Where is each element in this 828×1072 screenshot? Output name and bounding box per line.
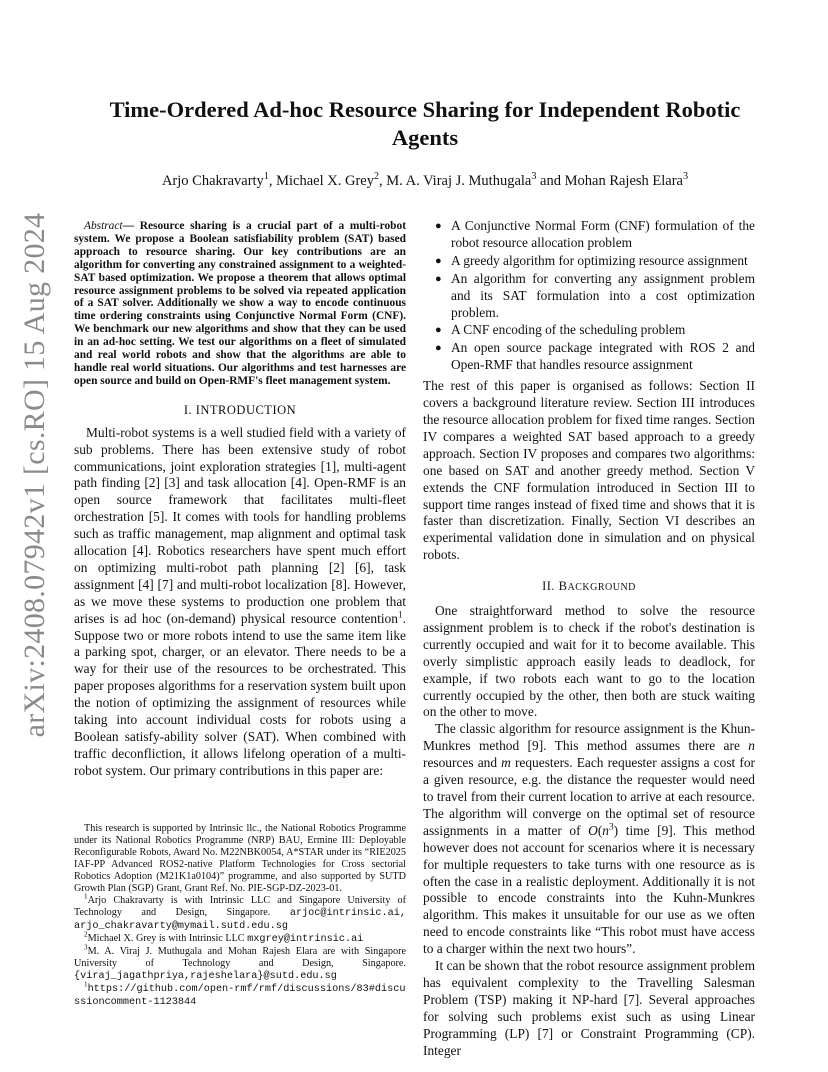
outline-paragraph: The rest of this paper is organised as follows: Section II covers a background literature review. Section III introduces the resource allocation problem for fixed time ranges. Section IV compares a weighted SAT based approach to a greedy approach. Section IV proposes and compares two algorithms: one based on SAT and another greedy method. Section V extends the CNF formulation introduced in Section III to support time ranges instead of fixed time and shows that it is faster than discretization. Finally, Section VI describes an experimental validation done in simulation and on physical robots. bbox=[423, 378, 755, 563]
author-3: M. A. Viraj J. Muthugala bbox=[386, 173, 532, 189]
author-4-affiliation: 3 bbox=[683, 171, 689, 183]
footnote-url: $^1$https://github.com/open-rmf/rmf/discussions/83#discussioncomment-1123844 bbox=[74, 980, 406, 1008]
left-column bbox=[74, 220, 406, 780]
background-paragraph-2: The classic algorithm for resource assignment is the Khun-Munkres method [9]. This method assumes there are n resources and m requesters. Each requester assigns a cost for a given resource, e.g. the distance the requester would need to travel from their current location to arrive at each resource. The algorithm will converge on the optimal set of resource assignments in a matter of $O(n^3)$ time [9]. This method however does not account for scenarios where it is necessary for multiple requesters to take turns with one resource as is often the case in a realistic deployment. Additionally it is not possible to encode constraints into the Kuhn-Munkres algorithm. This makes it unsuitable for our use as we often need to encode constraints like “This robot must have access to a charger within the next two hours”. bbox=[423, 721, 755, 957]
author-1: Arjo Chakravarty bbox=[161, 173, 264, 189]
contributions-list bbox=[423, 218, 755, 374]
paper-title: Time-Ordered Ad-hoc Resource Sharing for Independent Robotic Agents bbox=[109, 97, 741, 150]
footnote-3-email: {viraj_jagathpriya,rajeshelara}@sutd.edu.sg bbox=[74, 971, 337, 982]
section-heading-introduction: I. INTRODUCTION bbox=[183, 402, 297, 417]
bullet-icon: ● bbox=[435, 342, 442, 355]
section-heading-background: II. BACKGROUND bbox=[542, 579, 636, 594]
list-item: ● An open source package integrated with ROS 2 and Open-RMF that handles resource assignment bbox=[435, 340, 755, 373]
bullet-icon: ● bbox=[435, 272, 442, 285]
funding-note: This research is supported by Intrinsic llc., the National Robotics Programme under its National Robotics Programme (NRP) BAU, Ermine III: Deployable Reconfigurable Robots, Award No. M22NBK0054, A*STAR under its “RIE2025 IAF-PP Advanced ROS2-native Platform Technologies for Cross sectorial Robotics Adoption (M21K1a0104)” programme, and also supported by SUTD Growth Plan (SGP) Grant, Grant Ref. No. PIE-SGP-DZ-2023-01. bbox=[74, 823, 406, 894]
author-4: Mohan Rajesh Elara bbox=[564, 173, 683, 189]
footnote-2-email: mxgrey@intrinsic.ai bbox=[247, 934, 364, 945]
list-item: ● An algorithm for converting any assignment problem and its SAT formulation into a cost optimization problem. bbox=[435, 270, 755, 320]
arxiv-id: arXiv:2408.07942v1 [cs.RO] 15 Aug 2024 bbox=[18, 212, 51, 738]
right-column bbox=[423, 218, 755, 1060]
abstract: Abstract— Resource sharing is a crucial part of a multi-robot system. We propose a Boolean satisfiability problem (SAT) based approach to resource sharing. Our key contributions are an algorithm for converting any constrained assignment to a weighted-SAT based optimization. We propose a theorem that allows optimal resource assignment problems to be solved via repeated application of a SAT solver. Additionally we show a way to encode continuous time ordering constraints using Conjunctive Normal Form (CNF). We benchmark our new algorithms and show that they can be used in an ad-hoc setting. We test our algorithms on a fleet of simulated and real world robots and show that the algorithms are able to handle real world situations. Our algorithms and test harnesses are open source and build on Open-RMF's fleet management system. bbox=[74, 220, 406, 387]
author-1-affiliation: 1 bbox=[263, 171, 269, 183]
bullet-icon: ● bbox=[435, 254, 442, 267]
abstract-text: Resource sharing is a crucial part of a multi-robot system. We propose a Boolean satisfiability problem (SAT) based approach to resource sharing. Our key contributions are an algorithm for converting any constrained assignment to a weighted-SAT based optimization. We propose a theorem that allows optimal resource assignment problems to be solved via repeated application of a SAT solver. Additionally we show a way to encode continuous time ordering constraints using Conjunctive Normal Form (CNF). We benchmark our new algorithms and show that they can be used in an ad-hoc setting. We test our algorithms on a fleet of simulated and real world robots and show that the algorithms are able to handle real world situations. Our algorithms and test harnesses are open source and build on Open-RMF's fleet management system. bbox=[74, 220, 406, 387]
author-2-affiliation: 2 bbox=[373, 171, 380, 183]
abstract-label: Abstract bbox=[84, 220, 123, 232]
list-item: ● A Conjunctive Normal Form (CNF) formulation of the robot resource allocation problem bbox=[435, 218, 755, 250]
background-paragraph-3: It can be shown that the robot resource assignment problem has equivalent complexity to the Travelling Salesman Problem (TSP) making it NP-hard [7]. Several approaches for solving such problems exist such as using Linear Programming (LP) [7] or Constraint Programming (CP). Integer bbox=[423, 958, 755, 1058]
footnote-ref: 1 bbox=[397, 610, 403, 621]
list-item: ● A greedy algorithm for optimizing resource assignment bbox=[435, 252, 748, 268]
footnote-2: $^2$Michael X. Grey is with Intrinsic LLC mxgrey@intrinsic.ai bbox=[84, 930, 364, 945]
author-2: Michael X. Grey bbox=[276, 173, 374, 189]
footnote-url-link[interactable]: https://github.com/open-rmf/rmf/discussions/83#discussioncomment-1123844 bbox=[74, 984, 406, 1008]
bullet-icon: ● bbox=[435, 220, 442, 232]
author-3-affiliation: 3 bbox=[531, 171, 537, 183]
bullet-icon: ● bbox=[435, 324, 442, 337]
footnote-1-email: arjoc@intrinsic.ai, arjo_chakravarty@mymail.sutd.edu.sg bbox=[74, 908, 406, 932]
intro-paragraph: Multi-robot systems is a well studied field with a variety of sub problems. There has been extensive study of robot communications, joint exploration strategies [1], multi-agent path finding [2] [3] and task allocation [4]. Open-RMF is an open source framework that facilitates multi-fleet orchestration [5]. It comes with tools for handling problems such as traffic management, map alignment and optimal task allocation [4]. Robotics researchers have spent much effort on optimizing multi-robot path planning [2] [6], task assignment [4] [7] and multi-robot localization [8]. However, as we move these systems to production one problem that arises is ad hoc (on-demand) physical resource contention$^1$. Suppose two or more robots intend to use the same item like a parking spot, charger, or an elevator. There needs to be a way for their use of the resources to be orchestrated. This paper proposes algorithms for a reservation system built upon the notion of optimizing the assignment of resources while taking into account individual costs for robots using a Boolean satisfy-ability solver (SAT). When combined with traffic deconfliction, it allows lifelong operation of a multi-robot system. Our primary contributions in this paper are: bbox=[74, 424, 406, 778]
background-paragraph-1: One straightforward method to solve the resource assignment problem is to check if the robot's destination is currently occupied and wait for it to become available. This overly simplistic approach easily leads to deadlock, for example, if two robots each want to go to the location currently occupied by the other, then both are stuck waiting on the other to move. bbox=[423, 603, 755, 720]
arxiv-identifier-sidebar bbox=[10, 212, 60, 738]
list-item: ● A CNF encoding of the scheduling problem bbox=[435, 322, 686, 338]
footnotes bbox=[74, 823, 406, 1009]
footnote-3: $^3$M. A. Viraj J. Muthugala and Mohan Rajesh Elara are with Singapore University of Technology and Design, Singapore. {viraj_jagathpriya,rajeshelara}@sutd.edu.sg bbox=[74, 943, 406, 982]
footnote-1: $^1$Arjo Chakravarty is with Intrinsic LLC and Singapore University of Technology and Design, Singapore. arjoc@intrinsic.ai, arjo_chakravarty@mymail.sutd.edu.sg bbox=[74, 892, 406, 932]
author-list: Arjo Chakravarty$^1$, Michael X. Grey$^2$, M. A. Viraj J. Muthugala$^3$ and Mohan Rajesh Elara$^3$ bbox=[161, 171, 689, 189]
